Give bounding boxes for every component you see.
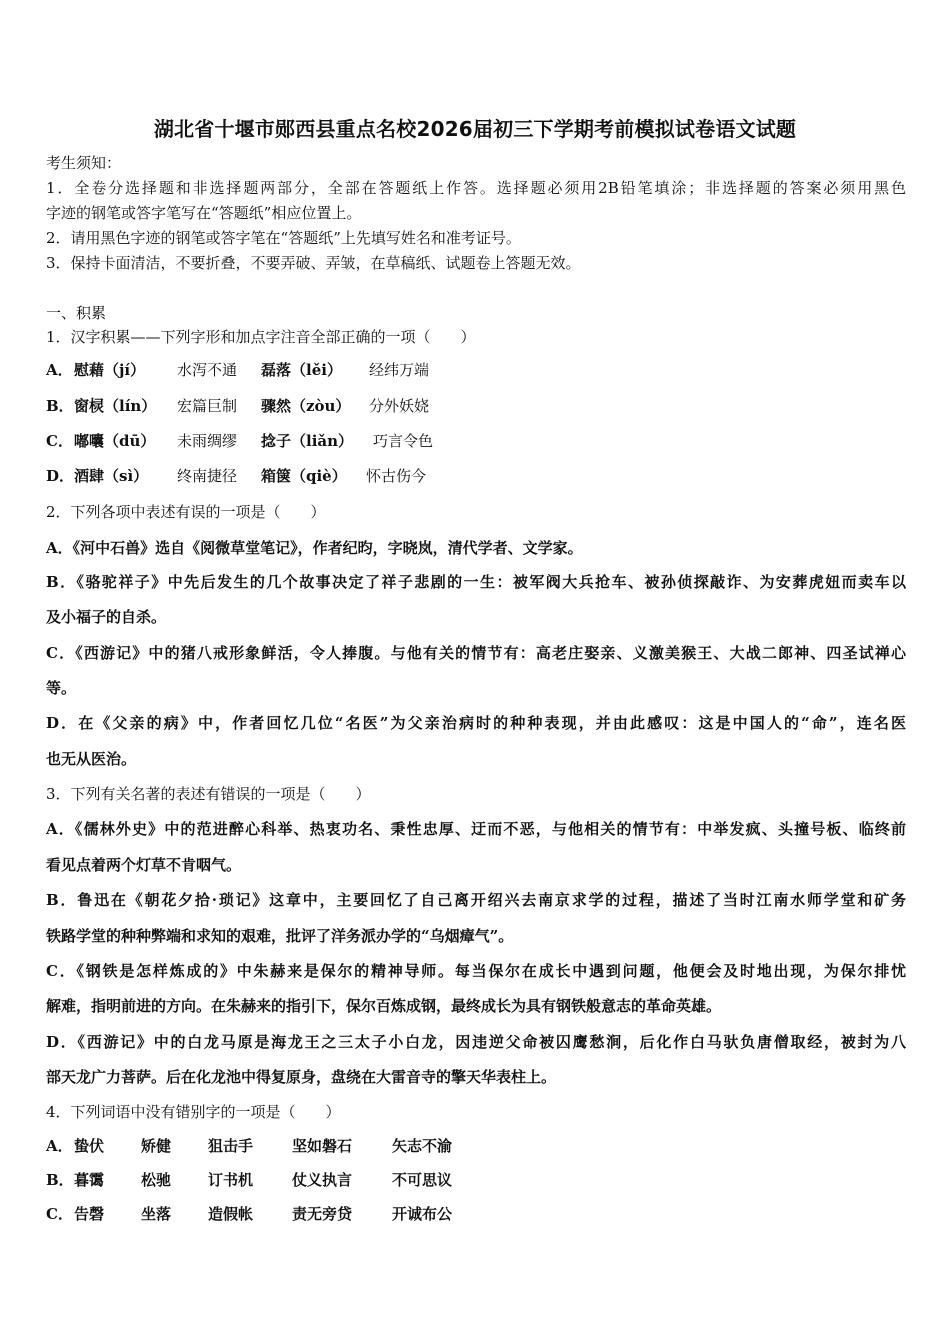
- q4-option-b: [46, 1169, 452, 1190]
- option-word: 矫健: [141, 1137, 172, 1155]
- q1-option-d: [46, 465, 426, 486]
- q2-option-b: B．《骆驼祥子》中先后发生的几个故事决定了祥子悲剧的一生：被军阀大兵抢车、被孙侦探敲诈、为安葬虎妞而卖车以: [46, 573, 906, 591]
- q4-option-a: [46, 1135, 452, 1156]
- option-word: 暮霭: [74, 1171, 105, 1189]
- q3-option-c: C．《钢铁是怎样炼成的》中朱赫来是保尔的精神导师。每当保尔在成长中遇到问题，他便会及时地出现，为保尔排忧: [46, 962, 906, 980]
- option-label: B．: [46, 1171, 74, 1189]
- option-word: 未雨绸缪: [177, 432, 238, 450]
- q2-option-c: C．《西游记》中的猪八戒形象鲜活，令人捧腹。与他有关的情节有：高老庄娶亲、义激美猴王、大战二郎神、四圣试禅心: [46, 644, 906, 662]
- option-word: 坐落: [141, 1205, 172, 1223]
- option-label: C．: [46, 1205, 73, 1223]
- question-3-stem: 3．下列有关名著的表述有错误的一项是（ ）: [46, 785, 371, 803]
- notice-item-1-cont: 字迹的钢笔或答字笔写在“答题纸”相应位置上。: [46, 204, 362, 222]
- option-label: A．: [46, 361, 73, 379]
- option-word: 宏篇巨制: [177, 397, 238, 415]
- option-word: 订书机: [208, 1171, 254, 1189]
- option-word: 蛰伏: [74, 1137, 105, 1155]
- option-label: A．: [46, 1137, 73, 1155]
- option-word: 矢志不渝: [392, 1137, 453, 1155]
- option-word: 磊落（lěi）: [261, 361, 342, 379]
- option-word: 慰藉（jí）: [74, 361, 146, 379]
- q2-option-d: D．在《父亲的病》中，作者回忆几位“名医”为父亲治病时的种种表现，并由此感叹：这是中国人的“命”，连名医: [46, 714, 906, 732]
- option-word: 捻子（liǎn）: [261, 432, 354, 450]
- option-word: 分外妖娆: [369, 397, 430, 415]
- option-word: 责无旁贷: [292, 1205, 353, 1223]
- q3-option-a-cont: 看见点着两个灯草不肯咽气。: [46, 856, 242, 874]
- option-word: 巧言令色: [373, 432, 434, 450]
- page-title: 湖北省十堰市郧西县重点名校2026届初三下学期考前模拟试卷语文试题: [153, 117, 797, 141]
- option-word: 水泻不通: [177, 361, 238, 379]
- option-word: 松驰: [141, 1171, 172, 1189]
- q3-option-a: A．《儒林外史》中的范进醉心科举、热衷功名、秉性忠厚、迂而不恶，与他相关的情节有：中举发疯、头撞号板、临终前: [46, 820, 906, 838]
- q3-option-d: D．《西游记》中的白龙马原是海龙王之三太子小白龙，因违逆父命被囚鹰愁涧，后化作白马驮负唐僧取经，被封为八: [46, 1033, 906, 1051]
- q3-option-b-cont: 铁路学堂的种种弊端和求知的艰难，批评了洋务派办学的“乌烟瘴气”。: [46, 927, 514, 945]
- question-2-stem: 2．下列各项中表述有误的一项是（ ）: [46, 503, 326, 521]
- notice-item-1: 1．全卷分选择题和非选择题两部分，全部在答题纸上作答。选择题必须用2B铅笔填涂；非选择题的答案必须用黑色: [46, 179, 906, 197]
- option-word: 窗棂（lín）: [74, 397, 157, 415]
- section-heading: 一、积累: [46, 304, 107, 322]
- option-word: 终南捷径: [177, 467, 238, 485]
- q3-option-c-cont: 解难，指明前进的方向。在朱赫来的指引下，保尔百炼成钢，最终成长为具有钢铁般意志的革命英雄。: [46, 997, 722, 1015]
- option-word: 开诚布公: [392, 1205, 453, 1223]
- q2-option-b-cont: 及小福子的自杀。: [46, 608, 167, 626]
- q1-option-c: [46, 430, 433, 451]
- notice-item-2: 2．请用黑色字迹的钢笔或答字笔在“答题纸”上先填写姓名和准考证号。: [46, 229, 521, 247]
- notice-item-3: 3．保持卡面清洁，不要折叠，不要弄破、弄皱，在草稿纸、试题卷上答题无效。: [46, 254, 581, 272]
- option-word: 造假帐: [208, 1205, 254, 1223]
- option-label: D．: [46, 467, 75, 485]
- option-word: 嘟囔（dū）: [74, 432, 156, 450]
- option-word: 仗义执言: [292, 1171, 353, 1189]
- notice-heading: 考生须知：: [46, 154, 122, 172]
- option-word: 狙击手: [208, 1137, 254, 1155]
- q4-option-c: [46, 1203, 452, 1224]
- q2-option-a: A．《河中石兽》选自《阅微草堂笔记》，作者纪昀，字晓岚，清代学者、文学家。: [46, 539, 583, 557]
- q1-option-b: [46, 395, 429, 416]
- option-word: 告磬: [74, 1205, 105, 1223]
- q3-option-b: B．鲁迅在《朝花夕拾·琐记》这章中，主要回忆了自己离开绍兴去南京求学的过程，描述了当时江南水师学堂和矿务: [46, 891, 906, 909]
- option-word: 酒肆（sì）: [74, 467, 149, 485]
- option-word: 坚如磐石: [292, 1137, 353, 1155]
- question-4-stem: 4．下列词语中没有错别字的一项是（ ）: [46, 1103, 341, 1121]
- q2-option-c-cont: 等。: [46, 679, 77, 697]
- option-word: 骤然（zòu）: [261, 397, 351, 415]
- q3-option-d-cont: 部天龙广力菩萨。后在化龙池中得复原身，盘绕在大雷音寺的擎天华表柱上。: [46, 1068, 557, 1086]
- option-label: C．: [46, 432, 73, 450]
- option-word: 经纬万端: [369, 361, 430, 379]
- option-word: 不可思议: [392, 1171, 453, 1189]
- option-word: 箱箧（qiè）: [261, 467, 347, 485]
- q1-option-a: [46, 359, 429, 380]
- question-1-stem: 1．汉字积累——下列字形和加点字注音全部正确的一项（ ）: [46, 328, 476, 346]
- option-word: 怀古伤今: [366, 467, 427, 485]
- option-label: B．: [46, 397, 74, 415]
- q2-option-d-cont: 也无从医治。: [46, 750, 137, 768]
